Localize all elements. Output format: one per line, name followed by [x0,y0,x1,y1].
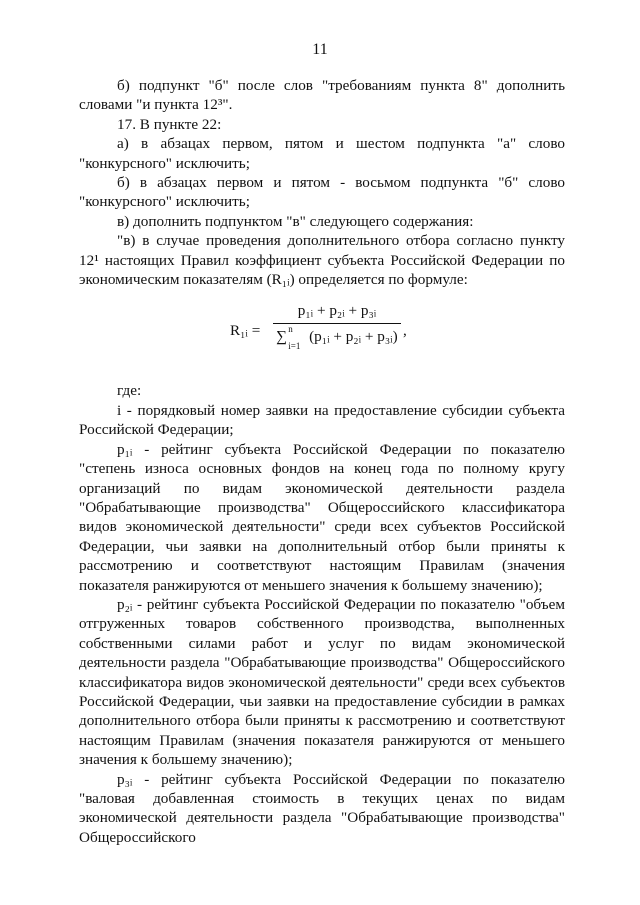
paragraphs-bottom [79,381,565,847]
formula-tail: , [403,322,407,340]
paragraph: i - порядковый номер заявки на предоставление субсидии субъекта Российской Федерации; [79,401,565,439]
sum-lower-limit: i=1 [288,340,301,351]
paragraph: 17. В пункте 22: [117,115,222,133]
paragraph: где: [117,382,142,400]
paragraph: а) в абзацах первом, пятом и шестом подпункта "а" слово "конкурсного" исключить; [79,135,565,172]
formula-denominator-row [273,323,401,351]
formula-fraction [273,301,401,351]
sum-symbol: ∑ [276,327,288,345]
paragraph: б) подпункт "б" после слов "требованиям пункта 8" дополнить словами "и пункта 12³". [79,77,565,114]
paragraph: p₁ᵢ - рейтинг субъекта Российской Федерации по показателю "степень износа основных фондов на конец года по полному кругу организаций по видам экономической деятельности раздела "Обрабатывающие производства" Общероссийского классификатора видов экономической деятельности" среди всех субъектов Российской Федерации, чьи заявки на дополнительный отбор были приняты к рассмотрению и соответствуют настоящим Правилам (значения показателя ранжируются от меньшего значения к большему значению); [79,440,565,594]
paragraph: p₃ᵢ - рейтинг субъекта Российской Федерации по показателю "валовая добавленная стоимость в текущих ценах по видам экономической деятельности раздела "Обрабатывающие производства" Общероссийского [79,770,565,846]
formula-denominator: (p₁ᵢ + p₂ᵢ + p₃ᵢ) [309,327,398,345]
paragraphs-top [79,76,565,289]
formula-numerator: p₁ᵢ + p₂ᵢ + p₃ᵢ [297,302,377,320]
paragraph: "в) в случае проведения дополнительного отбора согласно пункту 12¹ настоящих Правил коэффициент субъекта Российской Федерации по экономическим показателям (R₁ᵢ) определяется по формуле: [79,232,565,289]
formula-lhs: R₁ᵢ = [230,322,261,340]
sum-operator [276,323,301,351]
paragraph: в) дополнить подпунктом "в" следующего содержания: [117,212,474,230]
page-number: 11 [312,41,328,58]
formula [79,293,565,379]
document-body [79,76,565,847]
paragraph: p₂ᵢ - рейтинг субъекта Российской Федерации по показателю "объем отгруженных товаров собственного производства, выполненных собственными силами работ и услуг по видам экономической деятельности раздела "Обрабатывающие производства" Общероссийского классификатора видов экономической деятельности" среди всех субъектов Российской Федерации, чьи заявки на предоставление субсидии в рамках дополнительного отбора были приняты к рассмотрению и соответствуют настоящим Правилам (значения показателя ранжируются от меньшего значения к большему значению); [79,595,565,769]
paragraph: б) в абзацах первом и пятом - восьмом подпункта "б" слово "конкурсного" исключить; [79,174,565,211]
sum-upper-limit: n [288,323,293,334]
